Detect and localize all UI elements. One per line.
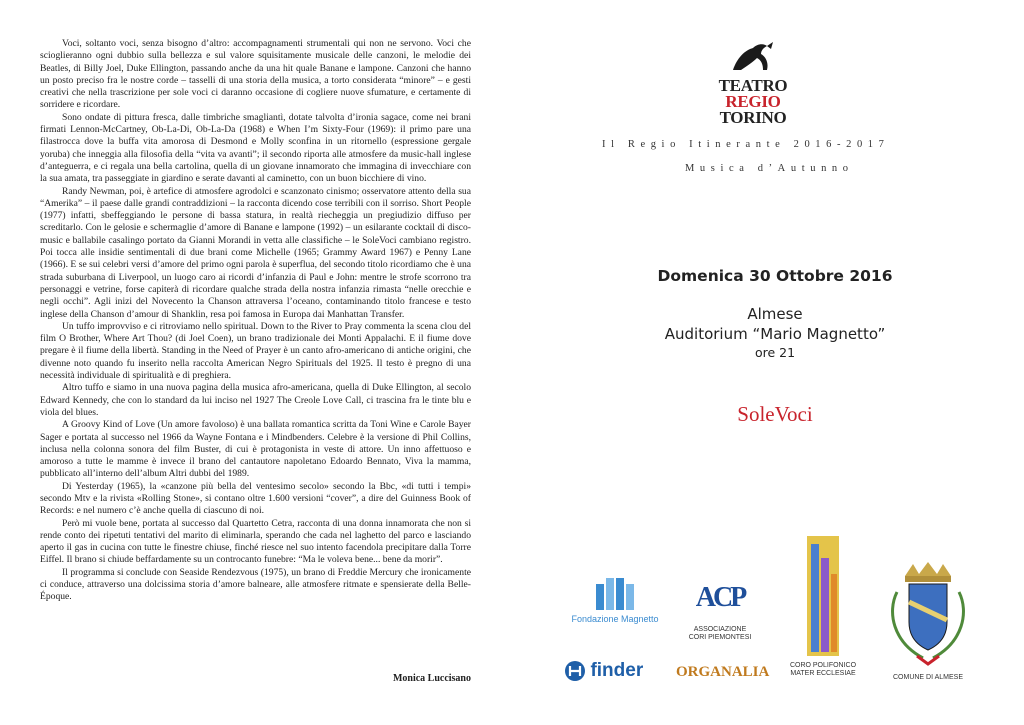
logo-line-regio: REGIO	[725, 92, 781, 111]
notes-paragraph-4: Un tuffo improvviso e ci ritroviamo nello spiritual. Down to the River to Pray commenta la scena clou del film O Brother, Where Art Thou? (di Joel Coen), un brano tradizionale dei Monti Appalachi. E il fiume dove pregare è il fiume della libertà. Standing in the Need of Prayer è un canto afro-americano di antiche origini, che divenne noto quando fu inserito nella raccolta American Negro Spirituals del 1925. Il testo è pregno di una necessità individuale di spiritualità e di preghiera.	[40, 320, 471, 382]
author-signature: Monica Luccisano	[392, 673, 471, 684]
finder-label: finder	[590, 660, 644, 681]
teatro-regio-logo	[708, 40, 798, 126]
notes-paragraph-9: Il programma si conclude con Seaside Rendezvous (1975), un brano di Freddie Mercury che ironicamente ci conduce, attraverso una dolcissima storia d’amore balneare, alle atmosfere ritmate e spensierate della Belle-Époque.	[40, 566, 471, 603]
notes-paragraph-7: Di Yesterday (1965), la «canzone più bella del ventesimo secolo» secondo la Bbc, «di tutti i tempi» secondo Mtv e la rivista «Rolling Stone», si contano oltre 1.600 versioni “cover”, a dire del Guinness Book of Records: e nel numero c’è anche quella di ciascuno di noi.	[40, 480, 471, 517]
season-subtitle: Musica d’Autunno	[685, 163, 854, 174]
logo-line-torino: TORINO	[719, 108, 787, 127]
notes-paragraph-6: A Groovy Kind of Love (Un amore favoloso) è una ballata romantica scritta da Toni Wine e Carole Bayer Sager e portata al successo nel 1966 da Wayne Fontana e i Mindbenders. Celebre è la versione di Phil Collins, inclusa nella colonna sonora del film Buster, di cui è protagonista in veste di attore. Un inno affettuoso e amoroso a tutte le mamme è invece il brano del cantautore napoletano Edoardo Bennato, Viva la mamma, pubblicato all’interno dell’album Altri dubbi del 1989.	[40, 419, 471, 480]
event-place: Almese	[747, 305, 803, 323]
acp-letters: ACP	[695, 582, 745, 613]
notes-paragraph-5: Altro tuffo e siamo in una nuova pagina della musica afro-americana, quella di Duke Ellington, al secolo Edward Kennedy, che con lo standard da lui inciso nel 1927 The Creole Love Call, ci trascina fra le tinte blu e viola del blues.	[40, 382, 471, 418]
fondazione-magnetto-label: Fondazione Magnetto	[571, 614, 659, 624]
horse-emblem-icon	[727, 40, 779, 76]
ensemble-name: SoleVoci	[737, 402, 813, 426]
fondazione-magnetto-logo	[560, 576, 670, 624]
notes-paragraph-3: Randy Newman, poi, è artefice di atmosfere agrodolci e scanzonato cinismo; osservatore attento della sua “Amerika” – il paese dalle grandi contraddizioni – la racconta dicendo cose terribili con il sorriso. Short People (1977) infatti, sbeffeggiando le persone di bassa statura, in realtà riecheggia un pregiudizio diffuso per screditarlo. Con le gelosie e schermaglie d’amore di Banane e lampone (1992) – un esilarante cocktail di disco-music e ballabile casalingo portato da Gianni Morandi in vetta alle classifiche – le SoleVoci cambiano registro. Poi tocca alle insidie sentimentali di due brani come Michelle (1965; Grammy Award 1967) e Penny Lane (1966). E se sui celebri versi d’amore del primo ogni parola è superflua, del secondo titolo ricordiamo che è una strada suburbana di Liverpool, un luogo caro ai ricordi d’infanzia di Paul e John: mentre le strofe scorrono tra personaggi e vetrine, forse capiterà di ricordare qualche strada della nostra infanzia rimasta “nelle orecchie e negli occhi”. Agli inizi del Novecento la Chanson attraversa l’oceano, contaminando titolo francese e testo inglese della Chanson d’amour di Shanklin, resa poi famosa in Europa dai Manhattan Transfer.	[40, 185, 471, 320]
event-time: ore 21	[754, 345, 796, 360]
comune-almese-caption: COMUNE DI ALMESE	[892, 674, 963, 681]
notes-paragraph-2: Sono ondate di pittura fresca, dalle timbriche smagliantì, dotate talvolta d’ironia sagace, come nei brani firmati Lennon-McCartney, Ob-La-Di, Ob-La-Da (1968) e When I’m Sixty-Four (1969): il primo pare una filastrocca dove la buffa vita amorosa di Desmond e Molly sconfina in un ritornello (espressione gergale yoruba) che inneggia alla filosofia della “vita va avanti”; il secondo riporta alle atmosfere da music-hall inglese d’anteguerra, e ci regala una bella cartolina, quella di un giovane innamorato che immagina di invecchiare con la sua amata, tra passeggiate in giardino e serate davanti al caminetto, con un buon bicchiere di vino.	[40, 111, 471, 185]
logo-line-teatro: TEATRO	[718, 76, 788, 95]
program-notes	[40, 38, 471, 604]
organalia-label: ORGANALIA	[676, 664, 770, 680]
notes-paragraph-8: Però mi vuole bene, portata al successo dal Quartetto Cetra, racconta di una donna innamorata che non si rende conto dei ripetuti tentativi del marito di eliminarla, sperando che cada nel laghetto del parco e lasciando aperto il gas in cucina con tutte le finestre chiuse, finché riesce nel suo intento facendola precipitare dalla Torre Eiffel. Il brano si chiude beffardamente su un controcanto funebre: “Ma le voleva bene... bene da morir”.	[40, 517, 471, 566]
event-venue: Auditorium “Mario Magnetto”	[664, 325, 886, 343]
notes-paragraph-1: Voci, soltanto voci, senza bisogno d’altro: accompagnamenti strumentali qui non ne servono. Voci che scioglieranno ogni dubbio sulla bellezza e sul valore squisitamente musicale delle canzoni, le melodie dei Beatles, di Billy Joel, Duke Ellington, passando anche da una hit quale Banane e lampone. Canzoni che hanno un posto preciso fra le nostre corde – tasselli di una storia della musica, a torto considerata “minore” – e gesti creativi che nella trascrizione per sole voci ci daranno occasione di cogliere nuove sfumature, e certamente di sorridere e ricordare.	[40, 38, 471, 111]
organalia-logo	[676, 664, 770, 681]
mater-ecclesiae-caption: CORO POLIFONICO MATER ECCLESIAE	[789, 662, 857, 677]
comune-almese-logo	[880, 562, 976, 682]
acp-caption: ASSOCIAZIONE CORI PIEMONTESI	[688, 626, 752, 641]
cover-panel	[540, 0, 1024, 725]
almese-coat-of-arms-icon	[883, 562, 973, 670]
finder-logo	[564, 660, 664, 682]
season-title: Il Regio Itinerante 2016-2017	[602, 139, 890, 150]
fondazione-magnetto-icon	[592, 576, 638, 612]
acp-logo	[680, 572, 760, 642]
finder-emblem-icon	[564, 660, 586, 682]
event-date: Domenica 30 Ottobre 2016	[657, 267, 893, 285]
mater-ecclesiae-emblem-icon	[803, 534, 843, 658]
mater-ecclesiae-logo	[778, 534, 868, 678]
